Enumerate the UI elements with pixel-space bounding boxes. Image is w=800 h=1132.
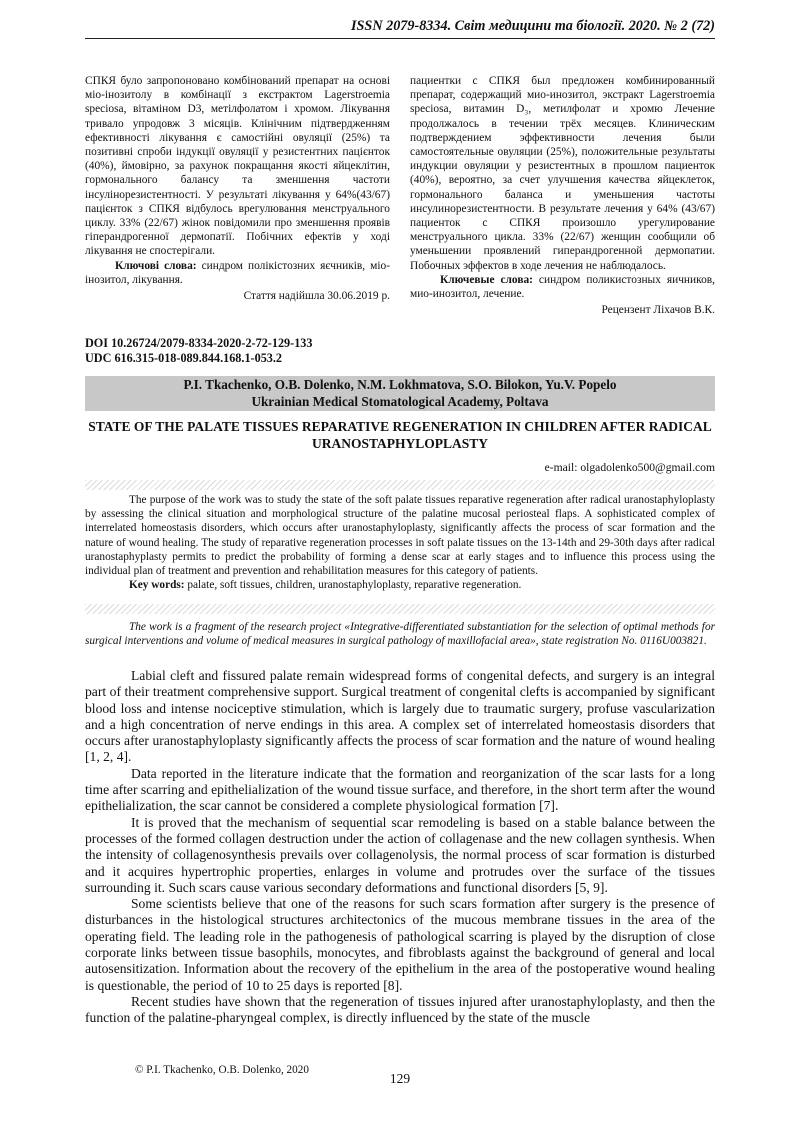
russian-keywords-label: Ключевые слова: (440, 273, 533, 286)
russian-keywords-text: синдром поликистозных яичников, мио-инозитол, лечение. (410, 273, 715, 301)
body-paragraph: Labial cleft and fissured palate remain widespread forms of congenital defects, and surgery is an integral part of their treatment comprehensive support. Surgical treatment of congenital clefts is accompanied by significant blood loss and intense nociceptive stimulation, which is largely due to traumatic surgery, profuse vascularization and a high concentration of nerve endings in this area. A complex set of interrelated homeostasis disorders that occurs after uranostaphyloplasty significantly affects the process of scar formation and the nature of wound healing [1, 2, 4]. (85, 668, 715, 765)
body-paragraph: Recent studies have shown that the regeneration of tissues injured after uranostaphyloplasty, and then the function of the palatine-pharyngeal complex, is directly influenced by the state of the muscle (85, 993, 715, 1026)
authors-block (85, 376, 715, 411)
copyright: © P.I. Tkachenko, O.B. Dolenko, 2020 (135, 1064, 309, 1076)
decorative-divider (85, 480, 715, 490)
page-number: 129 (389, 1071, 411, 1086)
abstract-text: The purpose of the work was to study the state of the soft palate tissues reparative regeneration after radical uranostaphyloplasty by assessing the clinical situation and morphological structure of the palatine mucosal periosteal flaps. A sophisticated complex of interrelated homeostasis disorders, which occurs after uranostaphyloplasty, significantly affects the process of scar formation and the nature of wound healing. The study of reparative regeneration processes in soft palate tissues on the 13-14th and 29-30th days after radical uranostaphyplasty permits to predict the probability of forming a dense scar at early stages and to influence this process using the individual plan of treatment and prevention and rehabilitation measures for this category of patients. (85, 494, 715, 578)
contact-email[interactable]: e-mail: olgadolenko500@gmail.com (544, 461, 715, 474)
body-paragraph: It is proved that the mechanism of sequential scar remodeling is based on a stable balance between the processes of the formed collagen destruction under the action of collagenase and the new collagen synthesis. When the intensity of collagenosynthesis prevails over collagenolysis, the normal process of scar formation is disturbed and it acquires hypertrophic properties, enlarges in volume and protrudes over the surface of the tissues surrounding it. Such scars cause various secondary deformations and functional disorders [5, 9]. (85, 814, 715, 895)
ukrainian-keywords-label: Ключові слова: (115, 259, 197, 272)
affiliation: Ukrainian Medical Stomatological Academy, Poltava (251, 393, 549, 409)
author-names: P.I. Tkachenko, O.B. Dolenko, N.M. Lokhmatova, S.O. Bilokon, Yu.V. Popelo (183, 377, 617, 392)
russian-summary-text: пациентки с СПКЯ был предложен комбинированный препарат, содержащий мио-инозитол, экстракт Lagerstroemia speciosa, витамин D₃, метилфолат и хромю Лечение продолжалось в течении трёх месяцев. Клиническим подтверждением эффективности лечения были самостоятельные овуляции (25%), положительные результаты индукции овуляции у резистентных в прошлом пациенток (40%), вероятно, за счет улучшения качества яйцеклеток, гормонального баланса и уменьшения частоты инсулинорезистентности. В результате лечения у 64% (43/67) пациенток с СПКЯ произошло урегулирование менструального цикла. 33% (22/67) женщин сообщили об уменьшении проявлений гиперандрогенной дермопатии. Побочных эффектов в ходе лечения не наблюдалось. (410, 75, 715, 272)
russian-summary (410, 74, 715, 317)
udc: UDC 616.315-018-089.844.168.1-053.2 (85, 350, 283, 365)
project-note-text: The work is a fragment of the research project «Integrative-differentiated substantiation for the selection of optimal methods for surgical interventions and volume of medical measures in surgical pathology of maxillofacial area», state registration No. 0116U003821. (85, 621, 715, 648)
decorative-divider (85, 604, 715, 614)
ukrainian-keywords (85, 259, 390, 287)
project-note (85, 620, 715, 648)
abstract-keywords (85, 578, 715, 592)
received-date: Стаття надійшла 30.06.2019 р. (243, 290, 390, 303)
abstract-keywords-label: Key words: (129, 579, 185, 592)
abstract-keywords-text: palate, soft tissues, children, uranostaphyloplasty, reparative regeneration. (184, 579, 522, 592)
doi: DOI 10.26724/2079-8334-2020-2-72-129-133 (85, 336, 313, 350)
journal-header: ISSN 2079-8334. Світ медицини та біології. 2020. № 2 (72) (85, 18, 715, 39)
summary-columns (85, 74, 715, 317)
ukrainian-keywords-text: синдром полікістозних яєчників, міо-інозитол, лікування. (85, 259, 390, 286)
ukrainian-summary (85, 74, 390, 317)
article-title: STATE OF THE PALATE TISSUES REPARATIVE REGENERATION IN CHILDREN AFTER RADICAL URANOSTAPHYLOPLASTY (88, 419, 712, 451)
russian-keywords (410, 273, 715, 301)
article-body (85, 668, 715, 1027)
abstract (85, 493, 715, 592)
body-paragraph: Data reported in the literature indicate that the formation and reorganization of the scar lasts for a long time after scarring and epithelialization of the wound tissue surface, and therefore, in the short term after the wound epithelialization, the scar cannot be considered a complete physiological formation [7]. (85, 765, 715, 814)
identifiers (85, 336, 312, 365)
reviewer: Рецензент Ліхачов В.К. (601, 304, 715, 317)
ukrainian-summary-text: СПКЯ було запропоновано комбінований препарат на основі міо-інозитолу в комбінації з екстрактом Lagerstroemia speciosa, вітаміном D3, метілфолатом і хромом. Лікування тривало упродовж 3 місяців. Клінічним підтвердженням ефективності лікування є самостійні овуляції (25%) та позитивні спроби індукції овуляції у резистентних пацієнток (40%), ймовірно, за рахунок покращання якості яйцеклітин, гормонального балансу та зменшення частоти інсулінорезистентності. У результаті лікування у 64%(43/67) пацієнток з СПКЯ відбулось врегулювання менструального циклу. 33% (22/67) жінок повідомили про зменшення проявів гіперандрогенної дермопатії. Побічних ефектів у ході лікування не спостерігали. (85, 75, 390, 258)
body-paragraph: Some scientists believe that one of the reasons for such scars formation after surgery is the presence of disturbances in the histological structures architectonics of the mucous membrane tissues in the area of the operating field. The leading role in the pathogenesis of pathological scarring is played by the disruption of close corporate links between tissue basophils, monocytes, and fibroblasts against the background of general and local autosensitization. Information about the recovery of the epithelium in the area of the postoperative wound healing is questionable, the period of 10 to 25 days is reported [8]. (85, 896, 715, 993)
